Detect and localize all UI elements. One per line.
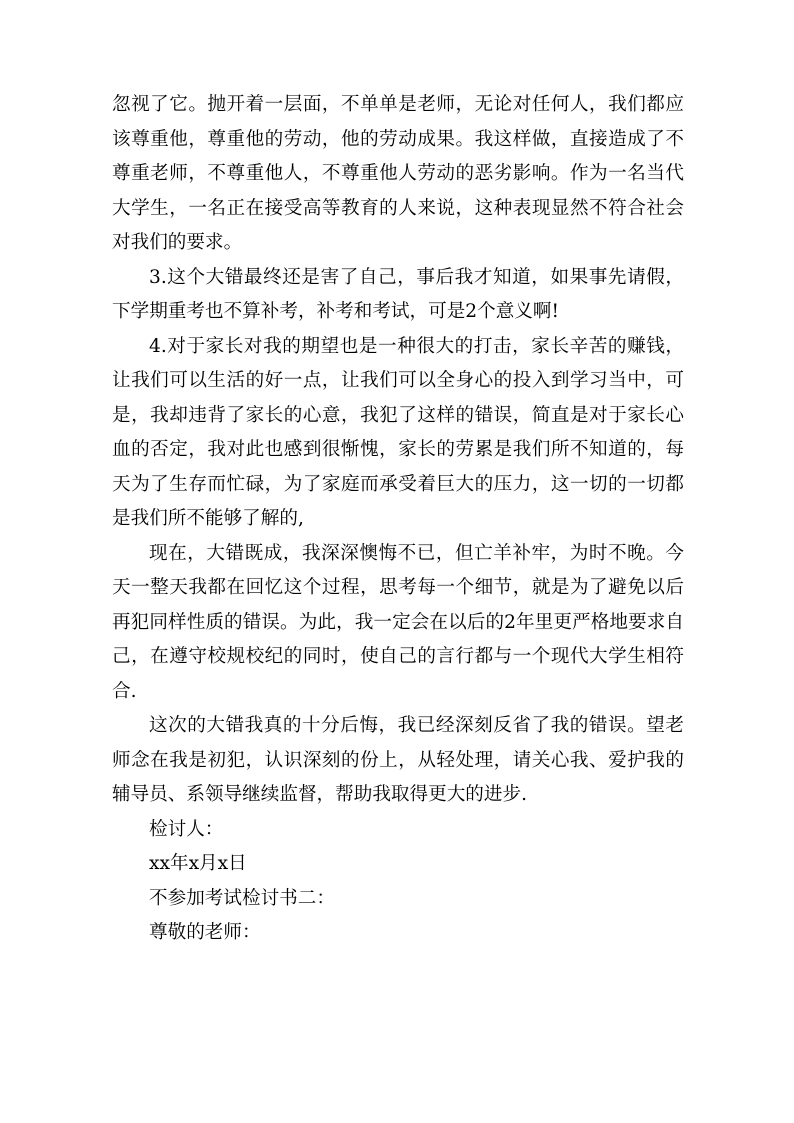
paragraph-request: 这次的大错我真的十分后悔，我已经深刻反省了我的错误。望老师念在我是初犯，认识深刻的份上，从轻处理，请关心我、爱护我的辅导员、系领导继续监督，帮助我取得更大的进步.: [112, 715, 684, 805]
paragraph-remorse: 现在，大错既成，我深深懊悔不已，但亡羊补牢，为时不晚。今天一整天我都在回忆这个过程，思考每一个细节，就是为了避免以后再犯同样性质的错误。为此，我一定会在以后的2年里更严格地要求自己，在遵守校规校纪的同时，使自己的言行都与一个现代大学生相符合.: [112, 542, 684, 702]
signer-label: 检讨人：: [149, 818, 224, 840]
paragraph-respect: 忽视了它。抛开着一层面，不单单是老师，无论对任何人，我们都应该尊重他，尊重他的劳动，他的劳动成果。我这样做，直接造成了不尊重老师，不尊重他人，不尊重他人劳动的恶劣影响。作为一名当代大学生，一名正在接受高等教育的人来说，这种表现显然不符合社会对我们的要求。: [112, 94, 684, 253]
salutation: 尊敬的老师：: [149, 922, 261, 943]
paragraph-point-4: 4.对于家长对我的期望也是一种很大的打击，家长辛苦的赚钱，让我们可以生活的好一点，让我们可以全身心的投入到学习当中，可是，我却违背了家长的心意，我犯了这样的错误，简直是对于家长心血的否定，我对此也感到很惭愧，家长的劳累是我们所不知道的，每天为了生存而忙碌，为了家庭而承受着巨大的压力，这一切的一切都是我们所不能够了解的,: [112, 335, 684, 529]
second-letter-title: 不参加考试检讨书二：: [149, 887, 335, 909]
date-line: xx年x月x日: [149, 853, 247, 874]
paragraph-point-3: 3.这个大错最终还是害了自己，事后我才知道，如果事先请假，下学期重考也不算补考，补考和考试，可是2个意义啊!: [112, 266, 684, 322]
document-body: [112, 88, 684, 951]
